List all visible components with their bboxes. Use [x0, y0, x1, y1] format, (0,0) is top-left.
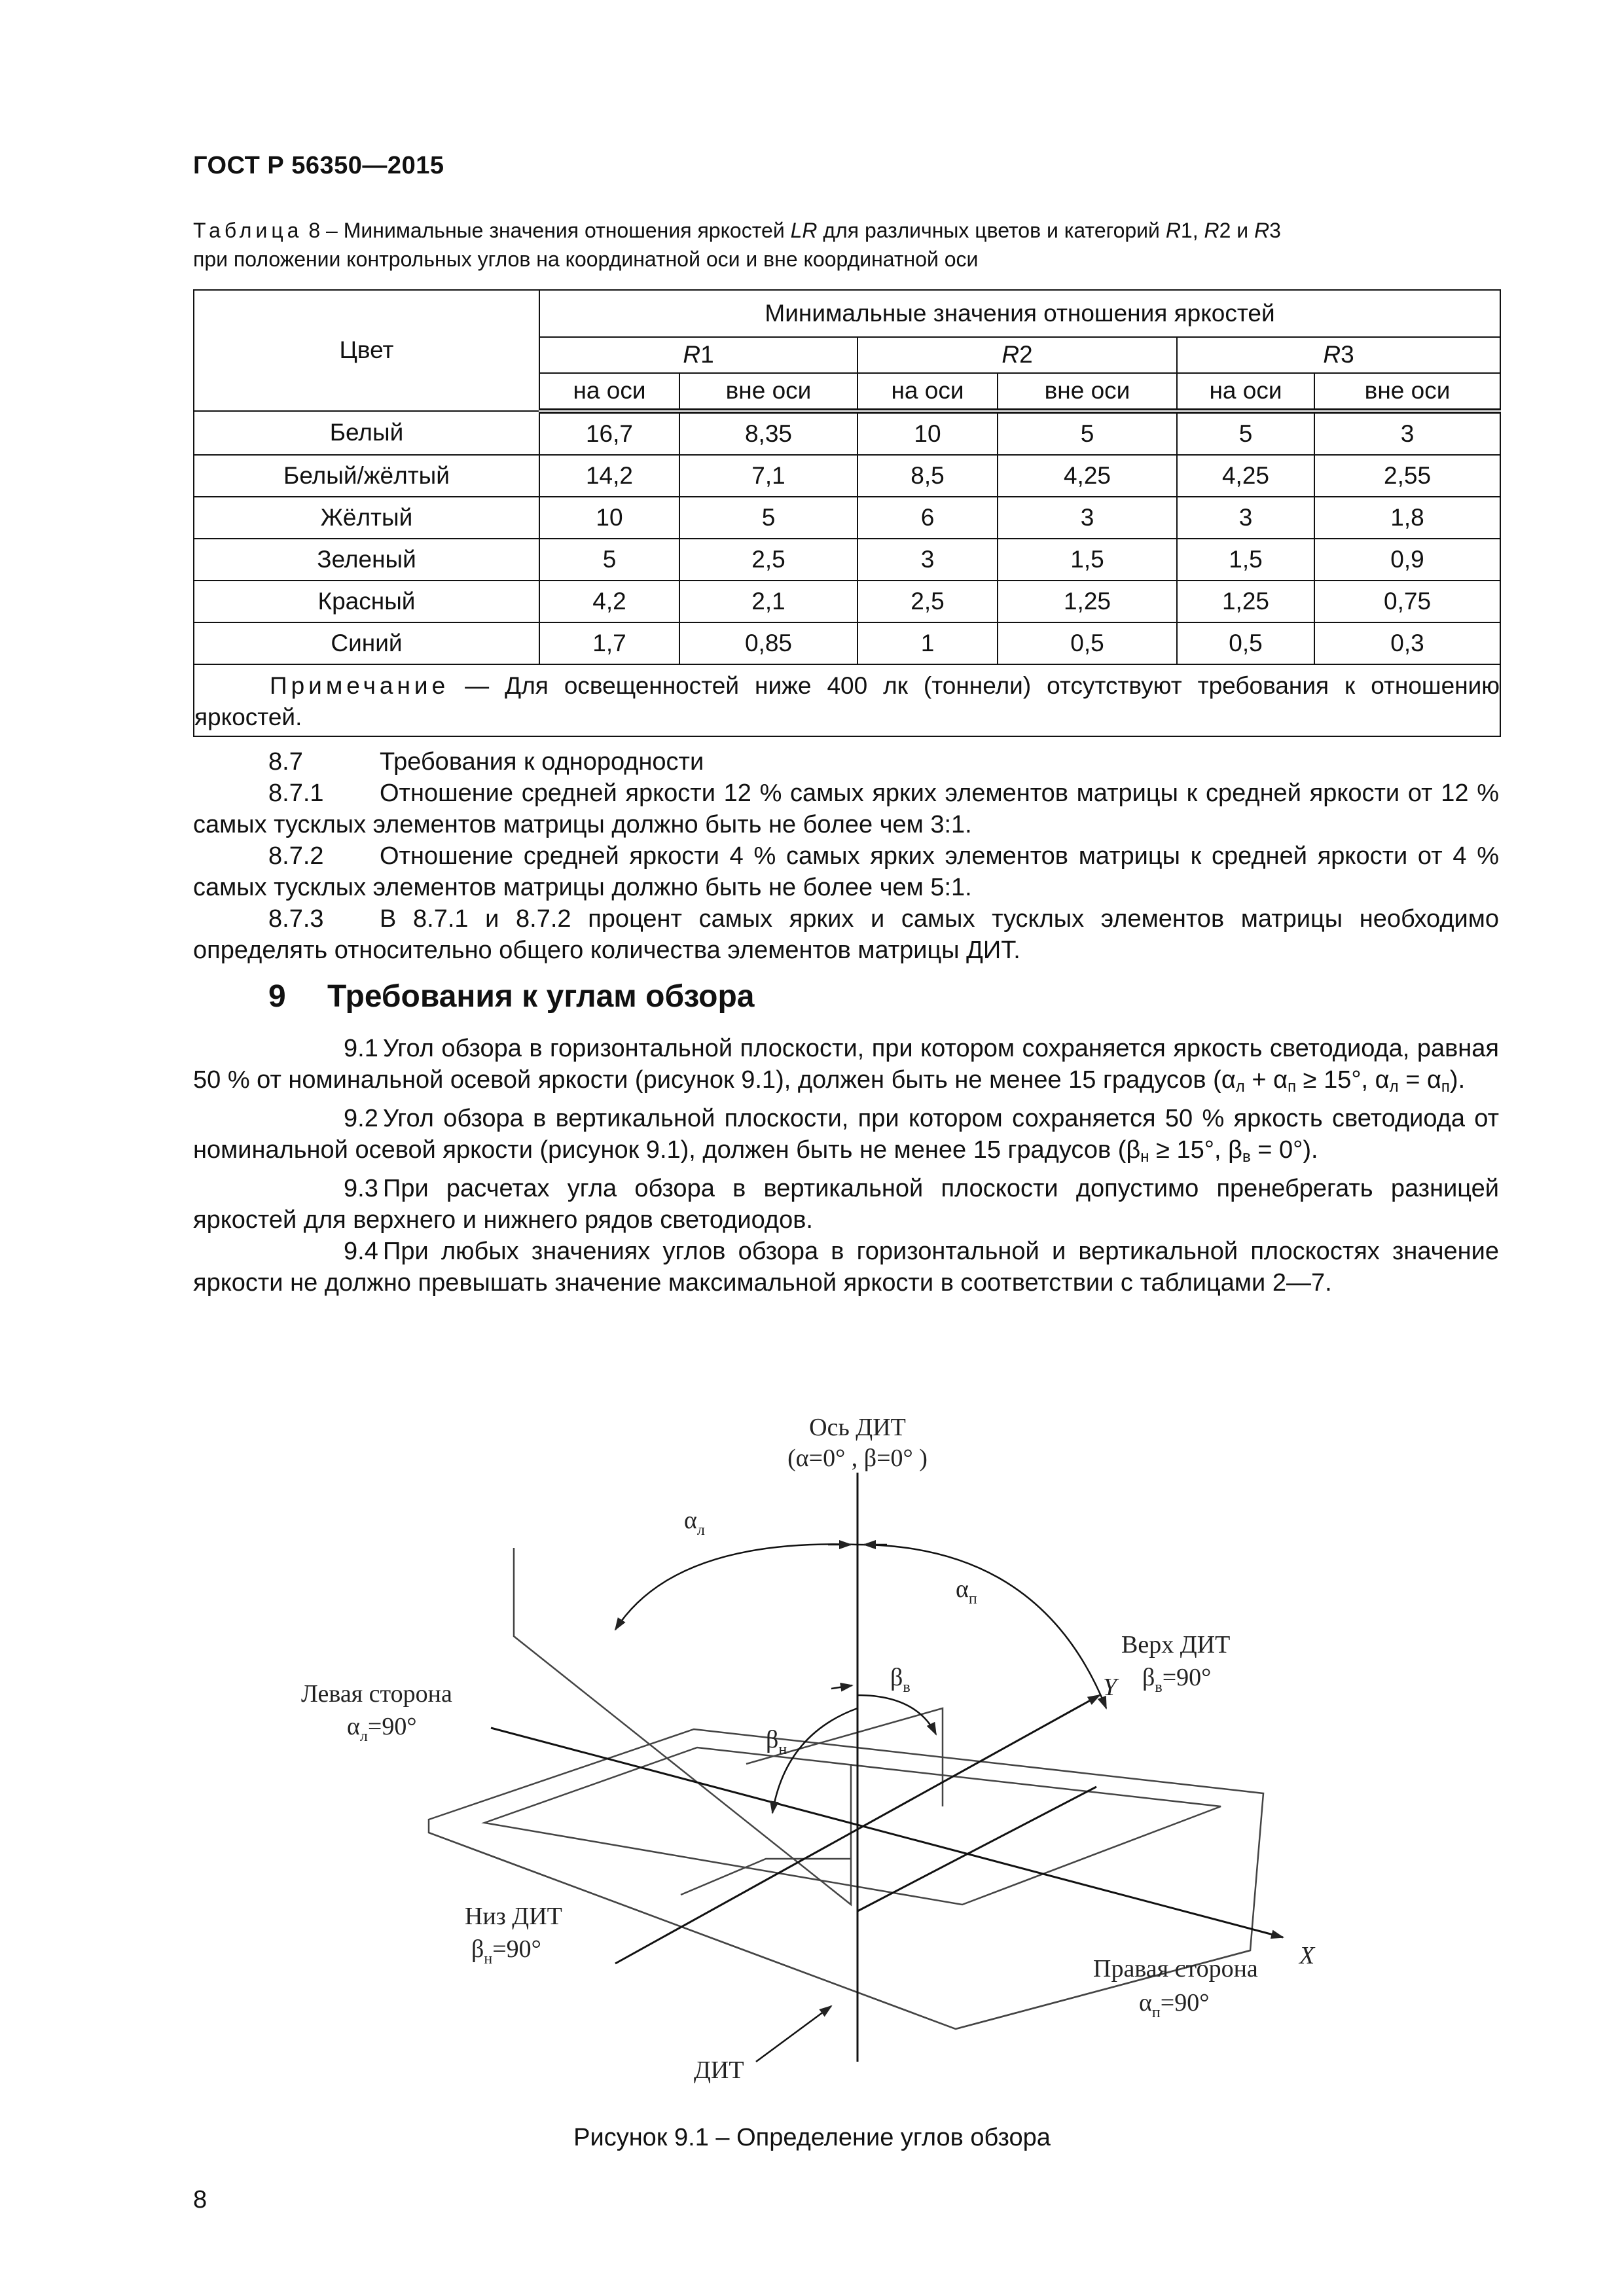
cell-value: 14,2 [539, 455, 679, 497]
cell-value: 2,55 [1314, 455, 1500, 497]
paragraph: 8.7.1 Отношение средней яркости 12 % самых ярких элементов матрицы к средней яркости от 12 % самых тусклых элементов матрицы должно быть не более чем 3:1. [193, 780, 1499, 838]
axis-params: (α=0° , β=0° ) [787, 1444, 928, 1472]
bottom-eq: $\beta_н=90^\circ$ [471, 1935, 541, 1967]
alpha-p-label: $\alpha_п$ [956, 1575, 977, 1607]
cell-value: 0,5 [1177, 622, 1314, 664]
header-r3: R3 [1177, 337, 1500, 373]
paragraph: 9.4 При любых значениях углов обзора в горизонтальной и вертикальной плоскостях значение яркости не должно превышать значение максимальной яркости в соответствии с таблицами 2—7. [193, 1238, 1499, 1297]
paragraph: 8.7.2 Отношение средней яркости 4 % самых ярких элементов матрицы к средней яркости от 4 % самых тусклых элементов матрицы должно быть не более чем 5:1. [193, 842, 1499, 901]
luminance-ratio-table [193, 289, 1501, 737]
top-eq: $\beta_в=90^\circ$ [1142, 1664, 1212, 1696]
cell-value: 0,75 [1314, 581, 1500, 622]
beta-v-label: $\beta_в$ [890, 1664, 911, 1696]
cell-value: 4,25 [998, 455, 1177, 497]
cell-value: 3 [1314, 411, 1500, 455]
axis-title: Ось ДИТ [809, 1414, 906, 1441]
cell-value: 1,5 [1177, 539, 1314, 581]
cell-value: 8,35 [679, 411, 857, 455]
header-r2-off: вне оси [998, 373, 1177, 411]
note-word: Примечание [270, 672, 450, 699]
section-8-7 [193, 746, 1499, 966]
alpha-l-label: $\alpha_л$ [684, 1507, 705, 1539]
cell-value: 2,5 [857, 581, 998, 622]
y-axis-label: Y [1103, 1674, 1117, 1701]
cell-value: 1,8 [1314, 497, 1500, 539]
viewing-angle-diagram [288, 1407, 1348, 2114]
bottom-label: Низ ДИТ [465, 1903, 562, 1930]
bottom-plane [681, 1859, 851, 1895]
cell-value: 2,5 [679, 539, 857, 581]
cell-value: 7,1 [679, 455, 857, 497]
header-group: Минимальные значения отношения яркостей [539, 290, 1500, 337]
header-r2-on: на оси [857, 373, 998, 411]
x-axis-line [491, 1728, 1283, 1937]
header-r2: R2 [857, 337, 1177, 373]
standard-code-header: ГОСТ Р 56350—2015 [193, 152, 444, 179]
right-plane [746, 1708, 943, 1806]
cell-value: 0,5 [998, 622, 1177, 664]
cell-value: 4,25 [1177, 455, 1314, 497]
row-color: Синий [194, 622, 539, 664]
cell-value: 8,5 [857, 455, 998, 497]
section-9-heading: 9 Требования к углам обзора [268, 979, 755, 1014]
cell-value: 0,9 [1314, 539, 1500, 581]
top-label: Верх ДИТ [1121, 1631, 1231, 1659]
cell-value: 1 [857, 622, 998, 664]
header-color: Цвет [194, 290, 539, 411]
table-row [194, 581, 1500, 622]
cell-value: 3 [1177, 497, 1314, 539]
table-caption-word: Таблица [193, 219, 303, 242]
cell-value: 0,3 [1314, 622, 1500, 664]
paragraph: 8.7.3 В 8.7.1 и 8.7.2 процент самых ярких и самых тусклых элементов матрицы необходимо определять относительно общего количества элементов матрицы ДИТ. [193, 905, 1499, 964]
right-label: Правая сторона [1093, 1955, 1258, 1982]
header-r1-off: вне оси [679, 373, 857, 411]
note-text: — Для освещенностей ниже 400 лк (тоннели) отсутствуют требования к отношению яркостей. [194, 672, 1500, 730]
cell-value: 2,1 [679, 581, 857, 622]
cell-value: 10 [857, 411, 998, 455]
cell-value: 0,85 [679, 622, 857, 664]
header-r3-on: на оси [1177, 373, 1314, 411]
left-eq: $\alpha_л=90^\circ$ [347, 1713, 417, 1745]
cell-value: 1,25 [1177, 581, 1314, 622]
cell-value: 3 [857, 539, 998, 581]
panel-edge [429, 1833, 1250, 2029]
alpha-l-arc [615, 1544, 857, 1630]
cell-value: 4,2 [539, 581, 679, 622]
cell-value: 16,7 [539, 411, 679, 455]
panel-inner [484, 1748, 1221, 1905]
left-plane [514, 1548, 851, 1905]
cell-value: 10 [539, 497, 679, 539]
figure-caption: Рисунок 9.1 – Определение углов обзора [573, 2124, 1051, 2151]
beta-n-label: $\beta_н$ [766, 1726, 787, 1758]
cell-value: 5 [679, 497, 857, 539]
cell-value: 5 [1177, 411, 1314, 455]
cell-value: 3 [998, 497, 1177, 539]
paragraph: 8.7 Требования к однородности [268, 748, 704, 776]
table-row [194, 539, 1500, 581]
dit-pointer [756, 2006, 831, 2062]
table-caption: Таблица 8 – Минимальные значения отношения яркостей LR для различных цветов и категорий R1, R2 и R3 при положении контрольных углов на координатной оси и вне координатной оси [193, 219, 1281, 271]
row-color: Зеленый [194, 539, 539, 581]
header-r3-off: вне оси [1314, 373, 1500, 411]
left-label: Левая сторона [301, 1680, 452, 1708]
row-color: Белый/жёлтый [194, 455, 539, 497]
table-row [194, 622, 1500, 664]
cell-value: 6 [857, 497, 998, 539]
cell-value: 1,7 [539, 622, 679, 664]
cell-value: 5 [998, 411, 1177, 455]
dit-label: ДИТ [694, 2056, 744, 2084]
paragraph: 9.3 При расчетах угла обзора в вертикальной плоскости допустимо пренебрегать разницей яркостей для верхнего и нижнего рядов светодиодов. [193, 1175, 1499, 1234]
table-row [194, 411, 1500, 455]
x-axis-label: X [1299, 1942, 1315, 1969]
table-row [194, 497, 1500, 539]
paragraph: 9.1 Угол обзора в горизонтальной плоскости, при котором сохраняется яркость светодиода, равная 50 % от номинальной осевой яркости (рисунок 9.1), должен быть не менее 15 градусов ($\alpha_л + \alpha_п \ge 15^\circ$, $\alpha_л = \alpha_п$). [193, 1035, 1499, 1096]
cell-value: 5 [539, 539, 679, 581]
cell-value: 1,5 [998, 539, 1177, 581]
right-eq: $\alpha_п=90^\circ$ [1139, 1989, 1210, 2021]
header-r1-on: на оси [539, 373, 679, 411]
row-color: Красный [194, 581, 539, 622]
table-row [194, 455, 1500, 497]
row-color: Белый [194, 411, 539, 455]
row-color: Жёлтый [194, 497, 539, 539]
paragraph: 9.2 Угол обзора в вертикальной плоскости, при котором сохраняется 50 % яркость светодиода от номинальной осевой яркости (рисунок 9.1), должен быть не менее 15 градусов ($\beta_н \ge 15^\circ$, $\beta_в = 0^\circ$). [193, 1105, 1499, 1166]
pointer-v [831, 1685, 852, 1689]
ray-right [857, 1787, 1096, 1911]
section-9 [193, 1033, 1499, 1299]
cell-value: 1,25 [998, 581, 1177, 622]
page-number: 8 [193, 2186, 208, 2214]
table-note [194, 664, 1500, 736]
header-r1: R1 [539, 337, 857, 373]
